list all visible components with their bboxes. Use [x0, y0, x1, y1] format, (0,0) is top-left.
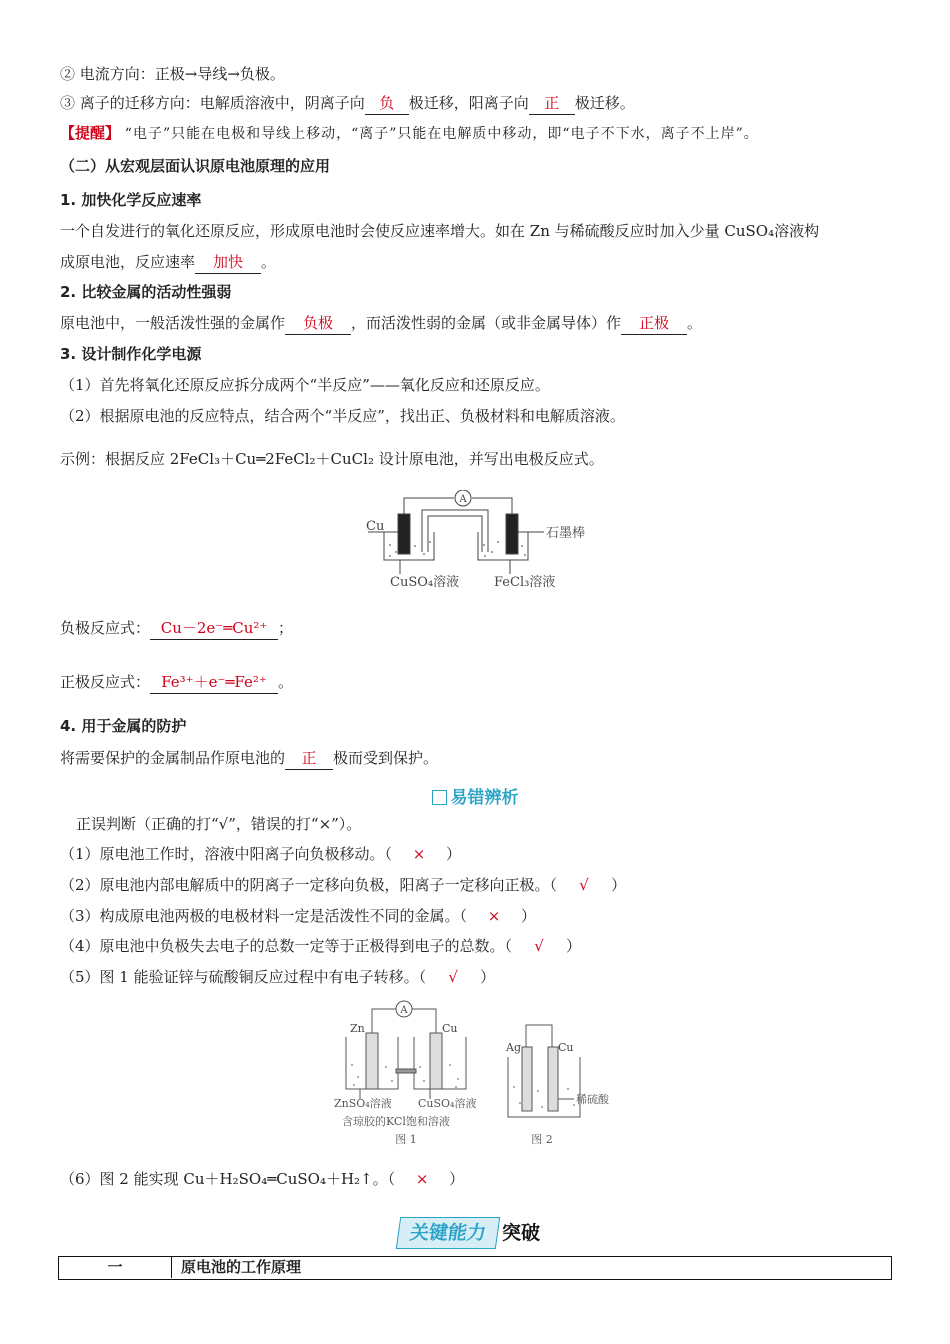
para-2-pre: 原电池中，一般活泼性强的金属作 [60, 314, 286, 332]
ion-mid: 极迁移，阳离子向 [408, 94, 529, 112]
current-direction: ② 电流方向：正极→导线→负极。 [60, 65, 285, 83]
key-ability-banner [398, 1217, 553, 1249]
mistake-text: （6）图 2 能实现 Cu＋H₂SO₄═CuSO₄＋H₂↑。（ [60, 1170, 396, 1188]
ion-migration [60, 92, 892, 115]
negative-answer: 负极 [285, 312, 351, 335]
tip [60, 122, 892, 145]
figures-1-2 [330, 995, 630, 1150]
para-1a: 一个自发进行的氧化还原反应，形成原电池时会使反应速率增大。如在 Zn 与稀硫酸反应时加入少量 CuSO₄溶液构 [60, 222, 820, 240]
znso4-label: ZnSO₄溶液 [334, 1097, 392, 1110]
para-2-mid: ，而活泼性弱的金属（或非金属导体）作 [351, 314, 622, 332]
fig1-ammeter-label: A [400, 1005, 408, 1016]
section-2-title: （二）从宏观层面认识原电池原理的应用 [60, 157, 331, 175]
mistake-item [60, 874, 892, 896]
protection-answer: 正 [285, 747, 333, 770]
mistake-mark: × [415, 1170, 429, 1188]
mistake-mark: × [487, 907, 501, 925]
figure-2-caption: 图 2 [531, 1133, 553, 1146]
positive-equation [60, 671, 892, 694]
para-2 [60, 312, 892, 335]
mistake-end: ） [566, 937, 582, 955]
para-1b-post: 。 [261, 253, 277, 271]
para-2-post: 。 [687, 314, 703, 332]
mistake-mark: √ [534, 937, 544, 955]
para-1b-pre: 成原电池，反应速率 [60, 253, 196, 271]
graphite-label: 石墨棒 [546, 526, 586, 541]
example: 示例：根据反应 2FeCl₃＋Cu═2FeCl₂＋CuCl₂ 设计原电池，并写出电极反应式。 [60, 450, 604, 468]
banner-part-1: 关键能力 [396, 1217, 500, 1249]
mistakes-title-text: 易错辨析 [450, 788, 519, 808]
heading-3: 3. 设计制作化学电源 [60, 345, 202, 363]
ion-answer-2: 正 [529, 92, 575, 115]
rate-answer: 加快 [195, 251, 261, 274]
para-4-post: 极而受到保护。 [333, 749, 439, 767]
cu-electrode-label: Cu [366, 519, 385, 534]
para-3a: （1）首先将氧化还原反应拆分成两个“半反应”——氧化反应和还原反应。 [60, 376, 550, 394]
positive-equation-answer: Fe³⁺＋e⁻═Fe²⁺ [150, 671, 278, 694]
topic-number: 一 [59, 1257, 172, 1278]
para-4 [60, 747, 892, 770]
mistakes-title [0, 783, 950, 808]
mistake-item [60, 905, 892, 927]
heading-2: 2. 比较金属的活动性强弱 [60, 283, 232, 301]
negative-equation [60, 617, 892, 640]
para-4-pre: 将需要保护的金属制品作原电池的 [60, 749, 286, 767]
mistake-mark: √ [579, 876, 589, 894]
negative-label: 负极反应式： [60, 619, 151, 637]
heading-1: 1. 加快化学反应速率 [60, 191, 202, 209]
mistake-text: （4）原电池中负极失去电子的总数一定等于正极得到电子的总数。（ [60, 937, 513, 955]
figure-1-caption: 图 1 [395, 1133, 417, 1146]
heading-4: 4. 用于金属的防护 [60, 717, 187, 735]
mistake-end: ） [521, 907, 537, 925]
salt-bridge-label: 含琼胶的KCl饱和溶液 [342, 1115, 450, 1128]
tip-label: 【提醒】 [60, 124, 121, 142]
zn-label: Zn [350, 1022, 365, 1035]
square-icon [432, 790, 447, 805]
ion-answer-1: 负 [365, 92, 409, 115]
fig1-cu-label: Cu [442, 1022, 458, 1035]
mistake-end: ） [480, 968, 496, 986]
para-1b [60, 251, 892, 274]
mistake-item [60, 843, 892, 865]
ammeter-label: A [459, 494, 467, 505]
mistake-item [60, 935, 892, 957]
ag-label: Ag [506, 1041, 521, 1054]
cuso4-solution-label: CuSO₄溶液 [390, 575, 460, 590]
topic-table [58, 1256, 892, 1280]
mistake-text: （1）原电池工作时，溶液中阳离子向负极移动。（ [60, 845, 393, 863]
negative-equation-answer: Cu－2e⁻═Cu²⁺ [150, 617, 278, 640]
mistake-mark: × [412, 845, 426, 863]
fig2-cu-label: Cu [558, 1041, 574, 1054]
mistake-item [60, 966, 892, 988]
mistake-text: （3）构成原电池两极的电极材料一定是活泼性不同的金属。（ [60, 907, 468, 925]
para-3b: （2）根据原电池的反应特点，结合两个“半反应”，找出正、负极材料和电解质溶液。 [60, 407, 625, 425]
mistake-text: （5）图 1 能验证锌与硫酸铜反应过程中有电子转移。（ [60, 968, 427, 986]
mistake-text: （2）原电池内部电解质中的阴离子一定移向负极，阳离子一定移向正极。（ [60, 876, 558, 894]
mistake-end: ） [446, 845, 462, 863]
banner-part-2: 突破 [502, 1222, 541, 1244]
mistake-end: ） [449, 1170, 465, 1188]
topic-title: 原电池的工作原理 [181, 1258, 302, 1276]
mistake-mark: √ [448, 968, 458, 986]
dilute-acid-label: 稀硫酸 [576, 1093, 609, 1106]
fig1-cuso4-label: CuSO₄溶液 [418, 1097, 477, 1110]
mistake-item [60, 1168, 892, 1190]
positive-label: 正极反应式： [60, 673, 151, 691]
galvanic-cell-diagram [360, 490, 600, 592]
ion-pre: ③ 离子的迁移方向：电解质溶液中，阴离子向 [60, 94, 365, 112]
negative-post: ； [278, 619, 294, 637]
positive-answer: 正极 [621, 312, 687, 335]
tip-text: “电子”只能在电极和导线上移动，“离子”只能在电解质中移动，即“电子不下水，离子不上岸”。 [124, 126, 759, 142]
positive-post: 。 [278, 673, 294, 691]
mistake-end: ） [611, 876, 627, 894]
ion-post: 极迁移。 [574, 94, 635, 112]
fecl3-solution-label: FeCl₃溶液 [494, 575, 556, 590]
mistakes-intro: 正误判断（正确的打“√”，错误的打“×”）。 [76, 815, 362, 833]
